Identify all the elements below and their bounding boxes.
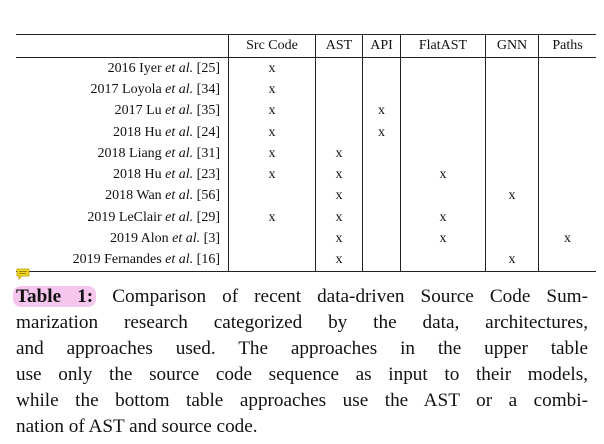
mark-cell <box>363 79 401 100</box>
table-row <box>16 143 596 164</box>
citation-ref: [16] <box>196 252 220 268</box>
header-src-code: Src Code <box>229 35 316 58</box>
mark-cell <box>539 164 597 185</box>
mark-cell <box>316 143 363 164</box>
table-row <box>16 228 596 249</box>
mark-cell <box>316 250 363 272</box>
citation-year: 2017 <box>90 81 119 97</box>
caption-line-6: nation of AST and source code. <box>16 416 258 437</box>
header-flatast: FlatAST <box>401 35 486 58</box>
work-citation <box>16 186 229 207</box>
mark-cell <box>316 164 363 185</box>
mark-cell <box>401 122 486 143</box>
mark: x <box>335 188 343 204</box>
mark: x <box>439 167 447 183</box>
citation-etal: et al. <box>165 167 194 183</box>
citation-year: 2016 <box>107 60 136 76</box>
caption-line-5: while the bottom table approaches use the AST or a combi- <box>16 390 588 411</box>
citation-ref: [3] <box>203 231 220 247</box>
mark: x <box>335 252 343 268</box>
table-caption <box>16 284 588 440</box>
header-ast: AST <box>316 35 363 58</box>
citation-etal: et al. <box>165 81 194 97</box>
mark-cell <box>363 186 401 207</box>
mark: x <box>378 103 385 119</box>
citation-ref: [25] <box>196 60 220 76</box>
citation-author: Iyer <box>139 60 162 76</box>
comment-note-icon[interactable] <box>16 268 30 280</box>
mark-cell <box>363 101 401 122</box>
citation-author: Lu <box>146 103 162 119</box>
mark: x <box>268 145 276 161</box>
citation-author: Alon <box>140 231 169 247</box>
citation-ref: [23] <box>196 167 220 183</box>
citation-year: 2019 <box>72 252 101 268</box>
mark-cell <box>363 58 401 80</box>
citation-year: 2017 <box>114 103 143 119</box>
citation-ref: [35] <box>196 103 220 119</box>
mark-cell <box>316 186 363 207</box>
mark: x <box>335 231 343 247</box>
mark-cell <box>401 101 486 122</box>
citation-ref: [24] <box>196 124 220 140</box>
table-row <box>16 58 596 80</box>
mark-cell <box>229 250 316 272</box>
work-citation <box>16 207 229 228</box>
citation-etal: et al. <box>165 103 194 119</box>
caption-label[interactable]: Table 1: <box>13 286 96 307</box>
mark: x <box>564 231 571 247</box>
mark: x <box>335 145 343 161</box>
mark-cell <box>539 207 597 228</box>
mark-cell <box>401 58 486 80</box>
citation-year: 2019 <box>87 209 116 225</box>
work-citation <box>16 101 229 122</box>
mark-cell <box>316 207 363 228</box>
citation-author: Hu <box>144 167 162 183</box>
caption-line-1 <box>16 284 588 310</box>
header-gnn: GNN <box>486 35 539 58</box>
mark-cell <box>229 143 316 164</box>
table-row <box>16 79 596 100</box>
mark: x <box>268 124 276 140</box>
mark: x <box>439 209 447 225</box>
comparison-table <box>16 34 596 272</box>
mark-cell <box>363 164 401 185</box>
mark-cell <box>401 207 486 228</box>
mark-cell <box>363 122 401 143</box>
mark-cell <box>363 207 401 228</box>
work-citation <box>16 79 229 100</box>
citation-author: Fernandes <box>104 252 162 268</box>
mark-cell <box>316 101 363 122</box>
mark: x <box>335 167 343 183</box>
mark-cell <box>486 79 539 100</box>
mark-cell <box>486 228 539 249</box>
caption-line-4: use only the source code sequence as input to their models, <box>16 364 588 385</box>
mark-cell <box>316 58 363 80</box>
mark-cell <box>486 143 539 164</box>
work-citation <box>16 122 229 143</box>
mark-cell <box>363 143 401 164</box>
mark-cell <box>486 58 539 80</box>
mark-cell <box>486 207 539 228</box>
table-row <box>16 207 596 228</box>
citation-etal: et al. <box>165 252 194 268</box>
citation-etal: et al. <box>165 60 194 76</box>
citation-etal: et al. <box>172 231 201 247</box>
work-citation <box>16 143 229 164</box>
mark-cell <box>316 79 363 100</box>
citation-etal: et al. <box>165 209 194 225</box>
mark-cell <box>401 79 486 100</box>
mark-cell <box>486 164 539 185</box>
table-row <box>16 101 596 122</box>
citation-author: Liang <box>129 145 162 161</box>
mark-cell <box>229 228 316 249</box>
header-paths: Paths <box>539 35 597 58</box>
mark-cell <box>539 122 597 143</box>
citation-author: LeClair <box>118 209 162 225</box>
mark-cell <box>401 228 486 249</box>
caption-line-2: marization research categorized by the data, architectures, <box>16 312 588 333</box>
citation-year: 2018 <box>113 124 142 140</box>
citation-author: Hu <box>144 124 162 140</box>
mark-cell <box>229 58 316 80</box>
citation-year: 2018 <box>105 188 134 204</box>
mark-cell <box>539 79 597 100</box>
mark-cell <box>316 228 363 249</box>
mark-cell <box>486 186 539 207</box>
work-citation <box>16 228 229 249</box>
citation-ref: [31] <box>196 145 220 161</box>
citation-year: 2018 <box>113 167 142 183</box>
table-row <box>16 250 596 272</box>
mark-cell <box>486 122 539 143</box>
mark-cell <box>229 186 316 207</box>
mark-cell <box>539 101 597 122</box>
mark: x <box>268 167 276 183</box>
mark: x <box>268 209 276 225</box>
citation-author: Loyola <box>122 81 162 97</box>
mark: x <box>268 103 276 119</box>
mark: x <box>439 231 447 247</box>
mark-cell <box>316 122 363 143</box>
mark-cell <box>363 228 401 249</box>
mark: x <box>335 209 343 225</box>
table-header-row <box>16 35 596 58</box>
mark: x <box>378 124 385 140</box>
mark-cell <box>539 143 597 164</box>
mark-cell <box>363 250 401 272</box>
header-work <box>16 35 229 58</box>
citation-year: 2018 <box>97 145 126 161</box>
work-citation <box>16 58 229 80</box>
citation-ref: [29] <box>196 209 220 225</box>
citation-etal: et al. <box>165 124 194 140</box>
mark-cell <box>486 250 539 272</box>
mark-cell <box>486 101 539 122</box>
table-body <box>16 58 596 272</box>
mark-cell <box>401 186 486 207</box>
mark: x <box>268 60 276 76</box>
table-row <box>16 186 596 207</box>
work-citation <box>16 250 229 272</box>
mark-cell <box>539 58 597 80</box>
work-citation <box>16 164 229 185</box>
header-api: API <box>363 35 401 58</box>
table-row <box>16 164 596 185</box>
caption-text-1: Comparison of recent data-driven Source Code Sum- <box>96 286 589 307</box>
mark-cell <box>401 143 486 164</box>
mark-cell <box>229 207 316 228</box>
mark: x <box>268 81 276 97</box>
mark-cell <box>401 250 486 272</box>
mark-cell <box>401 164 486 185</box>
mark-cell <box>229 122 316 143</box>
mark-cell <box>539 186 597 207</box>
citation-ref: [34] <box>196 81 220 97</box>
mark-cell <box>539 228 597 249</box>
citation-author: Wan <box>136 188 162 204</box>
mark-cell <box>229 164 316 185</box>
mark: x <box>508 188 516 204</box>
mark-cell <box>229 79 316 100</box>
mark-cell <box>229 101 316 122</box>
citation-year: 2019 <box>109 231 138 247</box>
citation-ref: [56] <box>196 188 220 204</box>
citation-etal: et al. <box>165 188 194 204</box>
mark-cell <box>539 250 597 272</box>
citation-etal: et al. <box>165 145 194 161</box>
mark: x <box>508 252 516 268</box>
table-row <box>16 122 596 143</box>
caption-line-3: and approaches used. The approaches in the upper table <box>16 338 588 359</box>
